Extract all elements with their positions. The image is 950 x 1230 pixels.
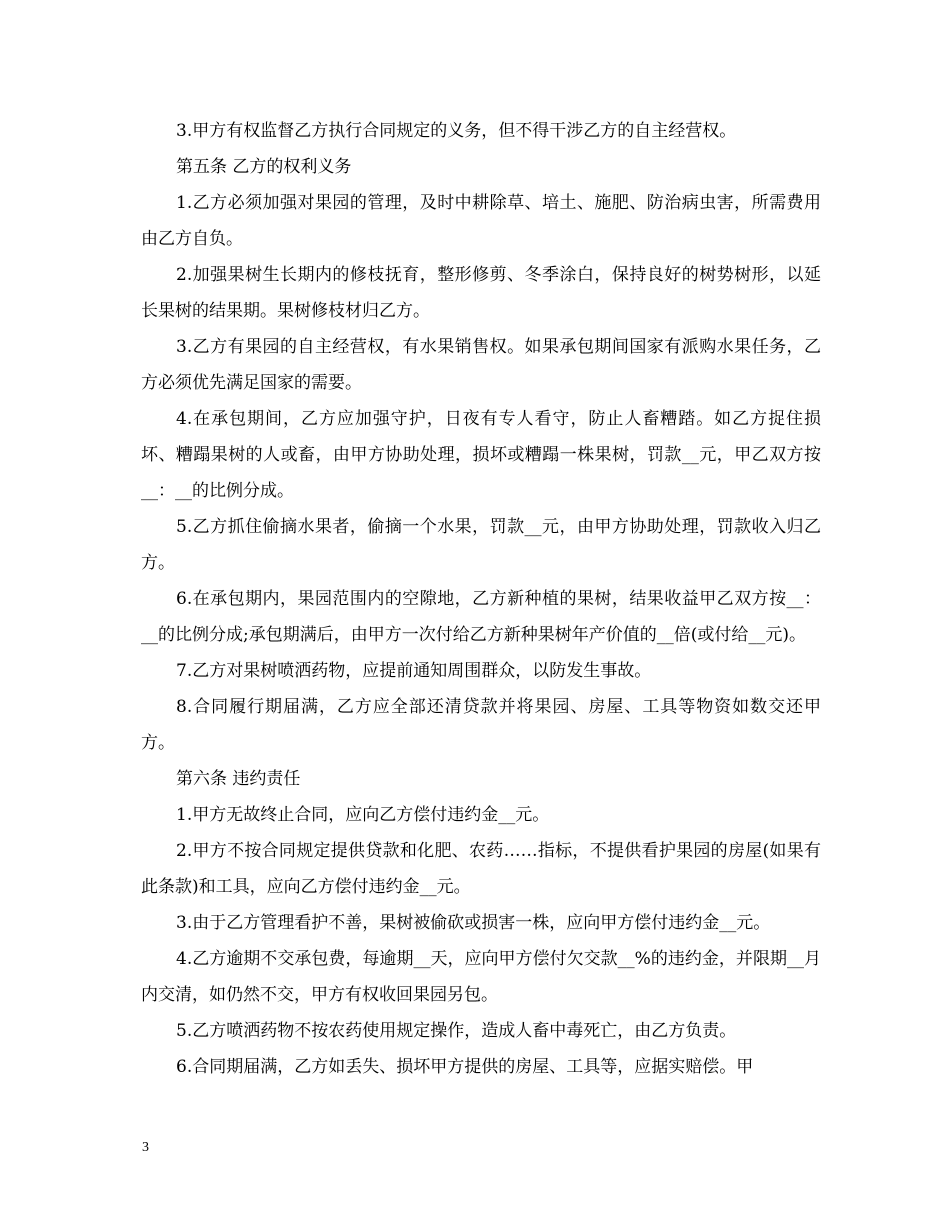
- clause-6-item-4: 4.乙方逾期不交承包费，每逾期__天，应向甲方偿付欠交款__%的违约金，并限期__月内交清，如仍然不交，甲方有权收回果园另包。: [141, 949, 821, 1005]
- clause-5-item-6: 6.在承包期内，果园范围内的空隙地，乙方新种植的果树，结果收益甲乙双方按__：__的比例分成;承包期满后，由甲方一次付给乙方新种果树年产价值的__倍(或付给__元)。: [141, 589, 821, 645]
- page-number: 3: [142, 1140, 149, 1155]
- clause-5-item-8: 8.合同履行期届满，乙方应全部还清贷款并将果园、房屋、工具等物资如数交还甲方。: [141, 697, 821, 753]
- clause-6-item-3: 3.由于乙方管理看护不善，果树被偷砍或损害一株，应向甲方偿付违约金__元。: [176, 913, 771, 933]
- clause-5-item-3: 3.乙方有果园的自主经营权，有水果销售权。如果承包期间国家有派购水果任务，乙方必须优先满足国家的需要。: [141, 337, 821, 393]
- clause-5-item-2: 2.加强果树生长期内的修枝抚育，整形修剪、冬季涂白，保持良好的树势树形，以延长果树的结果期。果树修枝材归乙方。: [141, 265, 821, 321]
- article-6-heading: 第六条 违约责任: [176, 769, 301, 789]
- clause-4-item-3: 3.甲方有权监督乙方执行合同规定的义务，但不得干涉乙方的自主经营权。: [176, 121, 737, 141]
- clause-6-item-1: 1.甲方无故终止合同，应向乙方偿付违约金__元。: [176, 805, 550, 825]
- clause-5-item-5: 5.乙方抓住偷摘水果者，偷摘一个水果，罚款__元，由甲方协助处理，罚款收入归乙方。: [141, 517, 821, 573]
- clause-6-item-5: 5.乙方喷洒药物不按农药使用规定操作，造成人畜中毒死亡，由乙方负责。: [176, 1021, 737, 1041]
- clause-6-item-6: 6.合同期届满，乙方如丢失、损坏甲方提供的房屋、工具等，应据实赔偿。甲: [176, 1057, 754, 1077]
- article-5-heading: 第五条 乙方的权利义务: [176, 157, 352, 177]
- clause-5-item-1: 1.乙方必须加强对果园的管理，及时中耕除草、培土、施肥、防治病虫害，所需费用由乙方自负。: [141, 193, 821, 249]
- clause-5-item-7: 7.乙方对果树喷洒药物，应提前通知周围群众，以防发生事故。: [176, 661, 652, 681]
- clause-5-item-4: 4.在承包期间，乙方应加强守护，日夜有专人看守，防止人畜糟踏。如乙方捉住损坏、糟蹋果树的人或畜，由甲方协助处理，损坏或糟蹋一株果树，罚款__元，甲乙双方按__：__的比例分成。: [141, 409, 821, 501]
- document-body: [141, 113, 821, 1085]
- clause-6-item-2: 2.甲方不按合同规定提供贷款和化肥、农药……指标，不提供看护果园的房屋(如果有此条款)和工具，应向乙方偿付违约金__元。: [141, 841, 821, 897]
